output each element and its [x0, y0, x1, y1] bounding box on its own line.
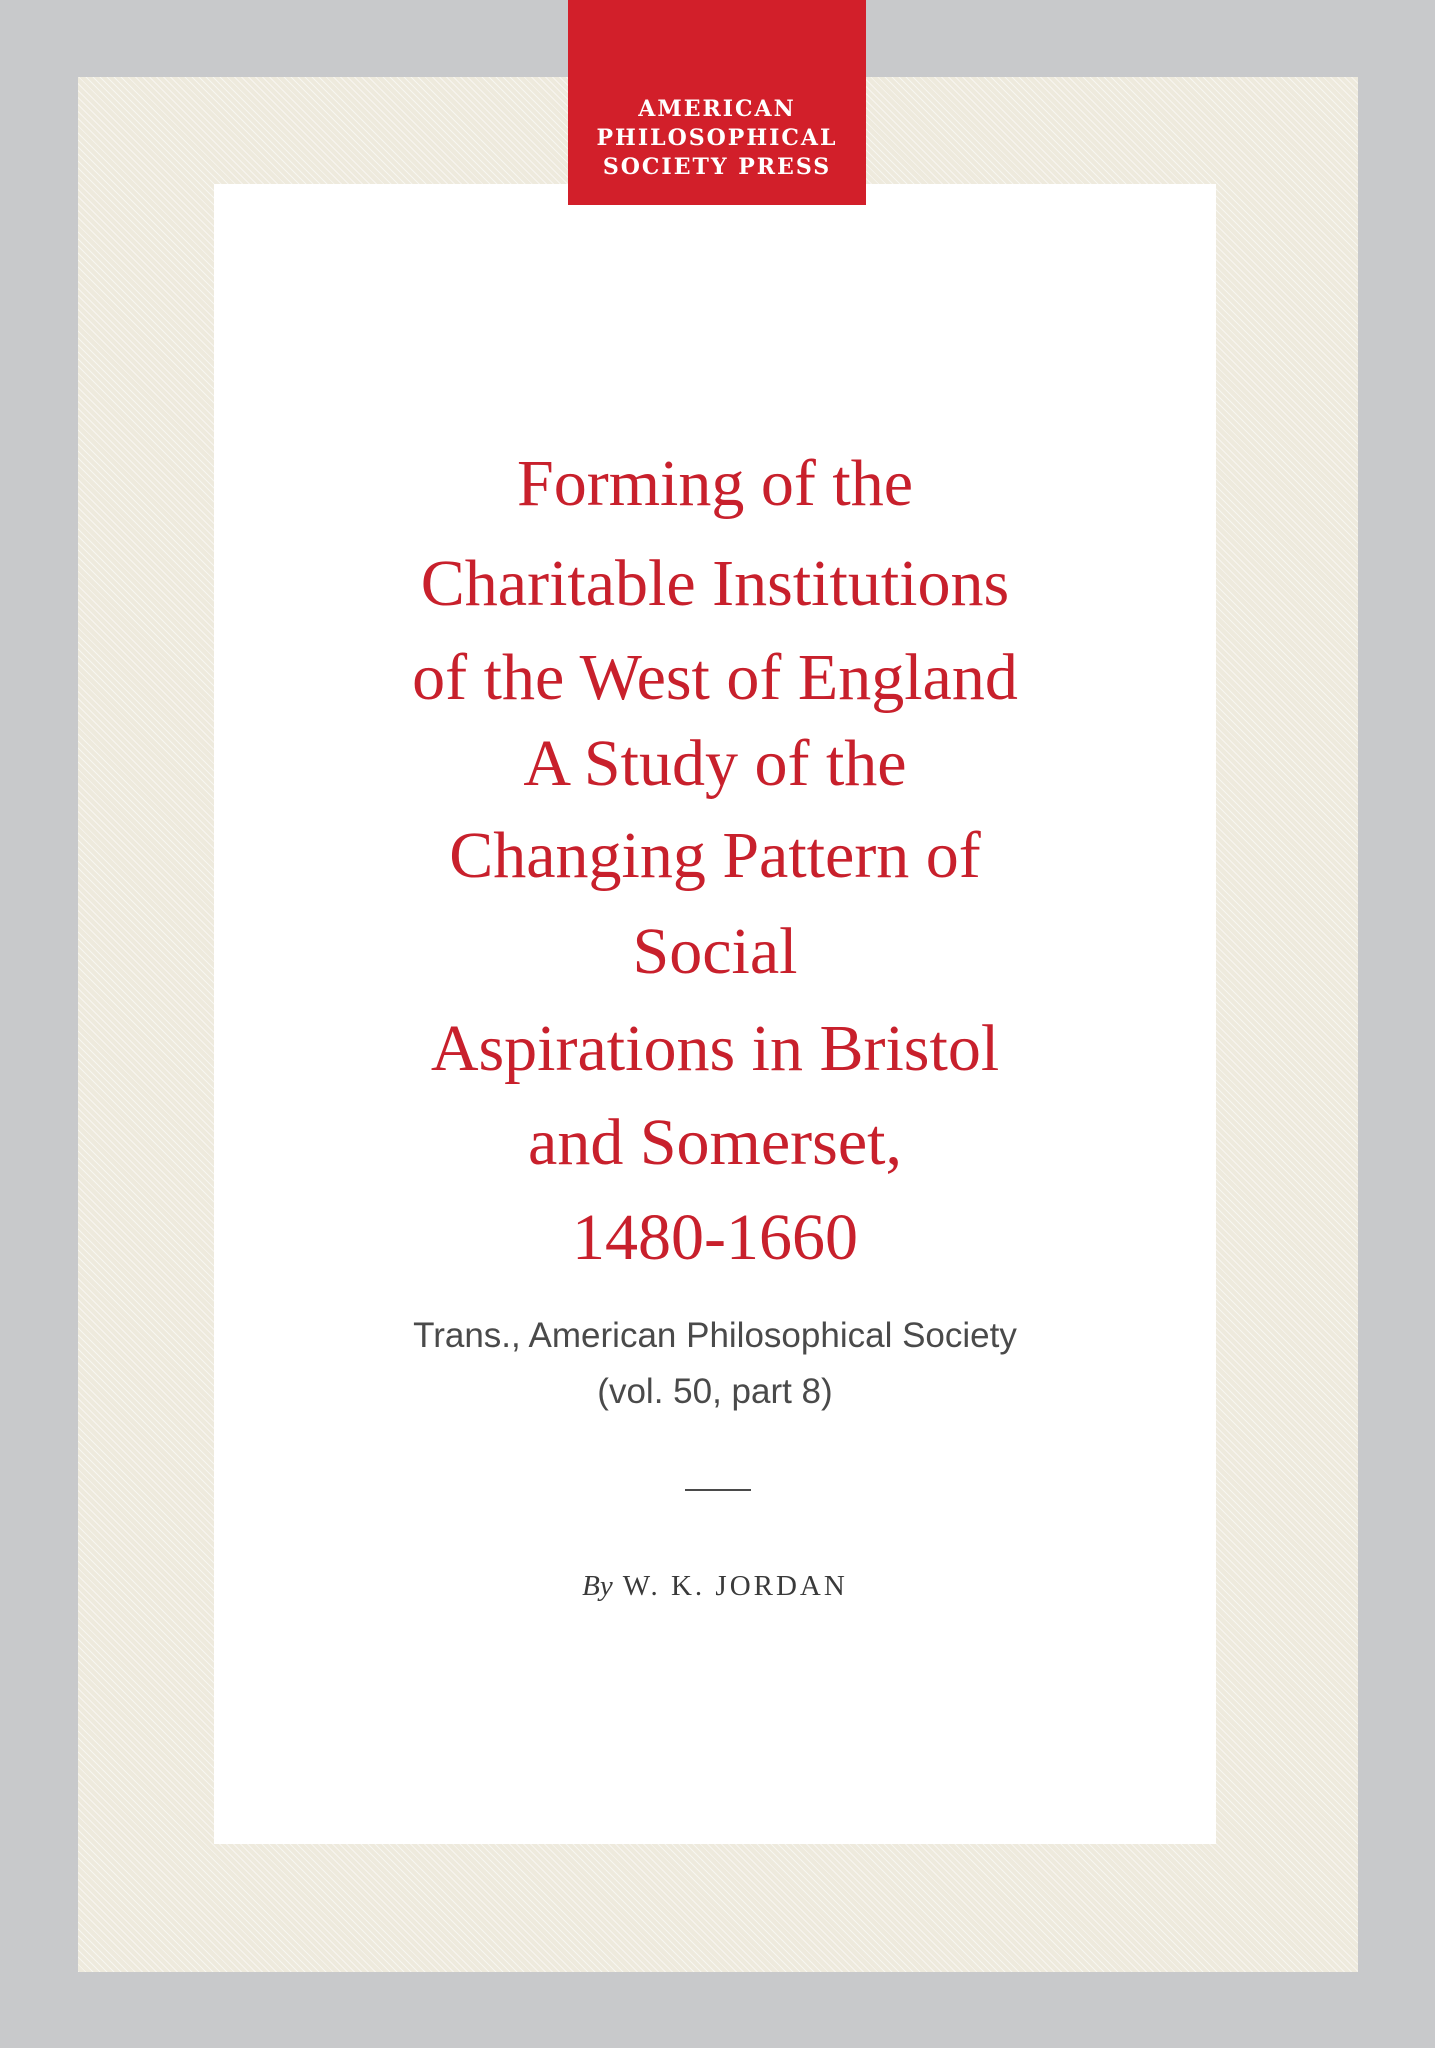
title-line-4: A Study of the	[523, 727, 907, 800]
publisher-line-3: SOCIETY PRESS	[602, 154, 832, 180]
title-line-3: of the West of England	[412, 641, 1018, 714]
publisher-tab	[568, 0, 866, 205]
title-line-8: and Somerset,	[528, 1106, 902, 1179]
title-line-7: Aspirations in Bristol	[430, 1012, 1000, 1085]
publisher-line-1: AMERICAN	[638, 96, 796, 122]
title-line-9: 1480-1660	[572, 1201, 858, 1274]
author-name: W. K. JORDAN	[622, 1570, 848, 1602]
title-line-5: Changing Pattern of	[449, 819, 981, 892]
title-line-1: Forming of the	[517, 447, 913, 520]
byline	[214, 1566, 1216, 1606]
publisher-line-2: PHILOSOPHICAL	[596, 125, 838, 151]
series-line-2: (vol. 50, part 8)	[597, 1372, 833, 1411]
byline-prefix: By	[582, 1570, 613, 1602]
series-line-1: Trans., American Philosophical Society	[413, 1316, 1017, 1355]
title-line-6: Social	[632, 915, 798, 988]
divider-rule	[685, 1489, 751, 1491]
title-line-2: Charitable Institutions	[420, 547, 1010, 620]
